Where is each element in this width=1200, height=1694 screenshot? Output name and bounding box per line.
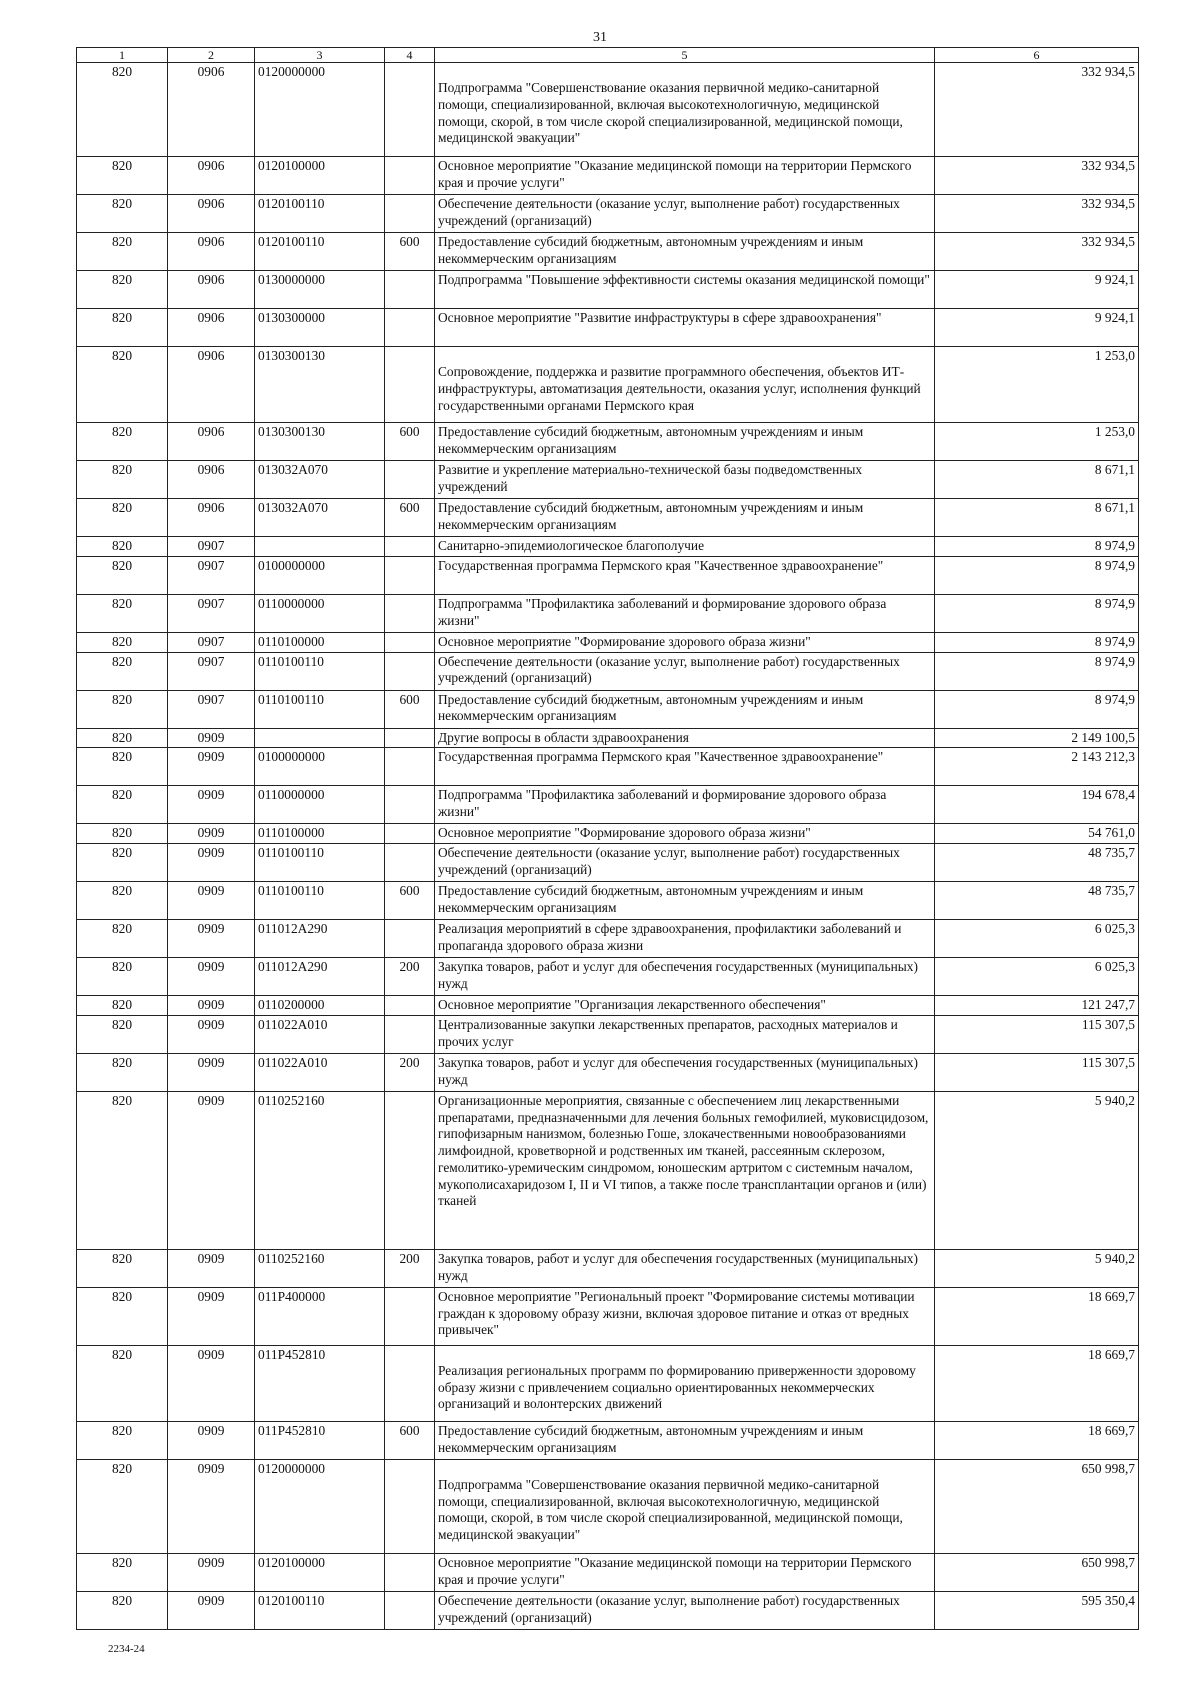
cell-expense-type-code xyxy=(385,157,435,195)
cell-description xyxy=(435,690,935,728)
description-text: Обеспечение деятельности (оказание услуг, выполнение работ) государственных учреждений (организаций) xyxy=(438,196,900,228)
cell-section-code: 0909 xyxy=(168,728,255,748)
cell-target-article-code: 0110000000 xyxy=(255,786,385,824)
cell-amount: 48 735,7 xyxy=(935,882,1139,920)
cell-section-code: 0909 xyxy=(168,1015,255,1053)
cell-section-code: 0909 xyxy=(168,1553,255,1591)
description-text: Реализация мероприятий в сфере здравоохранения, профилактики заболеваний и пропаганда здорового образа жизни xyxy=(438,921,902,953)
table-row xyxy=(77,786,1139,824)
cell-rzpr-code: 820 xyxy=(77,958,168,996)
table-row xyxy=(77,1459,1139,1553)
cell-target-article-code: 0110100000 xyxy=(255,824,385,844)
cell-target-article-code xyxy=(255,728,385,748)
cell-expense-type-code xyxy=(385,748,435,786)
cell-rzpr-code: 820 xyxy=(77,690,168,728)
description-text: Государственная программа Пермского края "Качественное здравоохранение" xyxy=(438,557,884,573)
cell-expense-type-code xyxy=(385,1287,435,1345)
table-row xyxy=(77,347,1139,423)
table-row xyxy=(77,1345,1139,1421)
cell-expense-type-code: 200 xyxy=(385,1053,435,1091)
cell-description xyxy=(435,844,935,882)
description-text: Предоставление субсидий бюджетным, автономным учреждениям и иным некоммерческим организациям xyxy=(438,424,864,456)
cell-description xyxy=(435,423,935,461)
description-text: Предоставление субсидий бюджетным, автономным учреждениям и иным некоммерческим организациям xyxy=(438,691,864,724)
description-text: Закупка товаров, работ и услуг для обеспечения государственных (муниципальных) нужд xyxy=(438,959,918,991)
cell-description xyxy=(435,786,935,824)
cell-section-code: 0909 xyxy=(168,844,255,882)
cell-rzpr-code: 820 xyxy=(77,195,168,233)
cell-expense-type-code: 600 xyxy=(385,1421,435,1459)
cell-description xyxy=(435,1459,935,1553)
cell-section-code: 0909 xyxy=(168,1421,255,1459)
cell-section-code: 0909 xyxy=(168,958,255,996)
header-col-5: 5 xyxy=(435,48,935,63)
header-col-6: 6 xyxy=(935,48,1139,63)
cell-rzpr-code: 820 xyxy=(77,594,168,632)
cell-amount: 18 669,7 xyxy=(935,1287,1139,1345)
table-row xyxy=(77,157,1139,195)
cell-rzpr-code: 820 xyxy=(77,157,168,195)
table-row xyxy=(77,537,1139,557)
table-row xyxy=(77,195,1139,233)
cell-expense-type-code: 200 xyxy=(385,958,435,996)
table-body xyxy=(77,63,1139,1630)
cell-amount: 595 350,4 xyxy=(935,1591,1139,1629)
cell-rzpr-code: 820 xyxy=(77,1287,168,1345)
page-code: 2234-24 xyxy=(108,1643,145,1655)
cell-expense-type-code xyxy=(385,347,435,423)
cell-amount: 9 924,1 xyxy=(935,271,1139,309)
cell-expense-type-code xyxy=(385,632,435,652)
cell-amount: 8 974,9 xyxy=(935,652,1139,690)
description-text: Основное мероприятие "Региональный проект "Формирование системы мотивации граждан к здоровому образу жизни, включая здоровое питание и отказ от вредных привычек" xyxy=(438,1288,915,1338)
table-row xyxy=(77,594,1139,632)
cell-amount: 332 934,5 xyxy=(935,157,1139,195)
cell-section-code: 0909 xyxy=(168,1091,255,1249)
cell-target-article-code: 0120100110 xyxy=(255,195,385,233)
cell-rzpr-code: 820 xyxy=(77,652,168,690)
cell-section-code: 0907 xyxy=(168,594,255,632)
description-text: Предоставление субсидий бюджетным, автономным учреждениям и иным некоммерческим организациям xyxy=(438,234,864,266)
cell-amount: 8 974,9 xyxy=(935,690,1139,728)
cell-description xyxy=(435,461,935,499)
cell-target-article-code: 0120000000 xyxy=(255,1459,385,1553)
cell-section-code: 0906 xyxy=(168,271,255,309)
table-row xyxy=(77,690,1139,728)
table-row xyxy=(77,1053,1139,1091)
cell-target-article-code: 0120100000 xyxy=(255,1553,385,1591)
cell-amount: 5 940,2 xyxy=(935,1091,1139,1249)
cell-description xyxy=(435,594,935,632)
table-row xyxy=(77,844,1139,882)
cell-rzpr-code: 820 xyxy=(77,1459,168,1553)
cell-section-code: 0909 xyxy=(168,996,255,1016)
cell-rzpr-code: 820 xyxy=(77,1053,168,1091)
header-col-2: 2 xyxy=(168,48,255,63)
cell-target-article-code: 0120100110 xyxy=(255,233,385,271)
cell-section-code: 0907 xyxy=(168,537,255,557)
cell-expense-type-code xyxy=(385,1553,435,1591)
cell-rzpr-code: 820 xyxy=(77,1249,168,1287)
cell-section-code: 0906 xyxy=(168,423,255,461)
table-row xyxy=(77,423,1139,461)
cell-expense-type-code xyxy=(385,537,435,557)
cell-target-article-code: 0120100000 xyxy=(255,157,385,195)
description-text: Санитарно-эпидемиологическое благополучие xyxy=(438,538,705,553)
cell-amount: 1 253,0 xyxy=(935,347,1139,423)
table-row xyxy=(77,728,1139,748)
cell-target-article-code: 0100000000 xyxy=(255,748,385,786)
cell-expense-type-code: 600 xyxy=(385,690,435,728)
table-row xyxy=(77,1249,1139,1287)
cell-expense-type-code xyxy=(385,996,435,1016)
cell-target-article-code: 0110000000 xyxy=(255,594,385,632)
cell-section-code: 0907 xyxy=(168,556,255,594)
cell-rzpr-code: 820 xyxy=(77,632,168,652)
header-col-1: 1 xyxy=(77,48,168,63)
cell-rzpr-code: 820 xyxy=(77,920,168,958)
description-text: Предоставление субсидий бюджетным, автономным учреждениям и иным некоммерческим организациям xyxy=(438,883,864,915)
cell-target-article-code: 0110100000 xyxy=(255,632,385,652)
cell-section-code: 0907 xyxy=(168,690,255,728)
cell-section-code: 0909 xyxy=(168,1287,255,1345)
cell-amount: 332 934,5 xyxy=(935,195,1139,233)
cell-amount: 8 974,9 xyxy=(935,632,1139,652)
header-col-3: 3 xyxy=(255,48,385,63)
cell-description xyxy=(435,1053,935,1091)
cell-rzpr-code: 820 xyxy=(77,882,168,920)
cell-expense-type-code xyxy=(385,594,435,632)
cell-amount: 2 143 212,3 xyxy=(935,748,1139,786)
cell-target-article-code: 011P452810 xyxy=(255,1421,385,1459)
cell-section-code: 0906 xyxy=(168,195,255,233)
cell-rzpr-code: 820 xyxy=(77,1553,168,1591)
cell-target-article-code: 011012А290 xyxy=(255,920,385,958)
cell-amount: 8 974,9 xyxy=(935,594,1139,632)
table-row xyxy=(77,882,1139,920)
cell-rzpr-code: 820 xyxy=(77,1015,168,1053)
cell-target-article-code: 0130000000 xyxy=(255,271,385,309)
cell-target-article-code: 0110100110 xyxy=(255,690,385,728)
cell-expense-type-code xyxy=(385,271,435,309)
cell-amount: 6 025,3 xyxy=(935,920,1139,958)
cell-description xyxy=(435,1015,935,1053)
cell-target-article-code: 0110252160 xyxy=(255,1091,385,1249)
description-text: Основное мероприятие "Формирование здорового образа жизни" xyxy=(438,825,811,841)
table-row xyxy=(77,920,1139,958)
cell-amount: 8 671,1 xyxy=(935,499,1139,537)
cell-rzpr-code: 820 xyxy=(77,423,168,461)
cell-description xyxy=(435,920,935,958)
table-row xyxy=(77,1553,1139,1591)
cell-target-article-code: 0110100110 xyxy=(255,844,385,882)
cell-target-article-code: 011022А010 xyxy=(255,1053,385,1091)
table-row xyxy=(77,748,1139,786)
cell-section-code: 0909 xyxy=(168,920,255,958)
cell-rzpr-code: 820 xyxy=(77,748,168,786)
cell-rzpr-code: 820 xyxy=(77,537,168,557)
cell-rzpr-code: 820 xyxy=(77,996,168,1016)
description-text: Подпрограмма "Повышение эффективности системы оказания медицинской помощи" xyxy=(438,272,930,287)
cell-rzpr-code: 820 xyxy=(77,1591,168,1629)
cell-amount: 9 924,1 xyxy=(935,309,1139,347)
cell-amount: 2 149 100,5 xyxy=(935,728,1139,748)
cell-description xyxy=(435,271,935,309)
description-text: Государственная программа Пермского края "Качественное здравоохранение" xyxy=(438,749,884,765)
cell-section-code: 0906 xyxy=(168,499,255,537)
cell-expense-type-code xyxy=(385,556,435,594)
cell-amount: 332 934,5 xyxy=(935,233,1139,271)
cell-description xyxy=(435,728,935,748)
description-text: Подпрограмма "Профилактика заболеваний и формирование здорового образа жизни" xyxy=(438,787,887,819)
cell-expense-type-code: 600 xyxy=(385,882,435,920)
cell-description xyxy=(435,1249,935,1287)
description-text: Сопровождение, поддержка и развитие программного обеспечения, объектов ИТ-инфраструктуры, автоматизация деятельности, оказания услуг, исполнения функций государственными органами Пермского края xyxy=(438,364,921,413)
cell-rzpr-code: 820 xyxy=(77,728,168,748)
table-row xyxy=(77,461,1139,499)
cell-expense-type-code xyxy=(385,1345,435,1421)
cell-rzpr-code: 820 xyxy=(77,1345,168,1421)
cell-target-article-code: 0110100110 xyxy=(255,882,385,920)
cell-description xyxy=(435,632,935,652)
cell-rzpr-code: 820 xyxy=(77,556,168,594)
cell-description xyxy=(435,748,935,786)
cell-amount: 8 974,9 xyxy=(935,556,1139,594)
cell-section-code: 0907 xyxy=(168,632,255,652)
cell-description xyxy=(435,195,935,233)
cell-description xyxy=(435,824,935,844)
description-text: Развитие и укрепление материально-технической базы подведомственных учреждений xyxy=(438,462,863,494)
cell-description xyxy=(435,499,935,537)
header-row xyxy=(77,48,1139,63)
cell-target-article-code: 0130300000 xyxy=(255,309,385,347)
cell-target-article-code: 011012А290 xyxy=(255,958,385,996)
cell-amount: 18 669,7 xyxy=(935,1421,1139,1459)
description-text: Основное мероприятие "Формирование здорового образа жизни" xyxy=(438,633,811,649)
cell-section-code: 0906 xyxy=(168,233,255,271)
description-text: Подпрограмма "Совершенствование оказания первичной медико-санитарной помощи, специализированной, включая высокотехнологичную, медицинской помощи, скорой, в том числе скорой специализированной, медицинской помощи, медицинской эвакуации" xyxy=(438,80,903,146)
cell-amount: 1 253,0 xyxy=(935,423,1139,461)
description-text: Подпрограмма "Профилактика заболеваний и формирование здорового образа жизни" xyxy=(438,595,887,628)
cell-expense-type-code xyxy=(385,920,435,958)
cell-description xyxy=(435,1345,935,1421)
table-row xyxy=(77,556,1139,594)
table-row xyxy=(77,1015,1139,1053)
cell-target-article-code: 0100000000 xyxy=(255,556,385,594)
cell-target-article-code: 011022А010 xyxy=(255,1015,385,1053)
description-text: Обеспечение деятельности (оказание услуг, выполнение работ) государственных учреждений (организаций) xyxy=(438,845,900,877)
cell-rzpr-code: 820 xyxy=(77,1091,168,1249)
table-row xyxy=(77,309,1139,347)
cell-section-code: 0909 xyxy=(168,824,255,844)
description-text: Централизованные закупки лекарственных препаратов, расходных материалов и прочих услуг xyxy=(438,1016,898,1049)
cell-section-code: 0909 xyxy=(168,1591,255,1629)
cell-amount: 54 761,0 xyxy=(935,824,1139,844)
cell-expense-type-code xyxy=(385,1091,435,1249)
description-text: Подпрограмма "Совершенствование оказания первичной медико-санитарной помощи, специализированной, включая высокотехнологичную, медицинской помощи, скорой, в том числе скорой специализированной, медицинской помощи, медицинской эвакуации" xyxy=(438,1476,903,1542)
cell-section-code: 0907 xyxy=(168,652,255,690)
cell-target-article-code: 013032А070 xyxy=(255,499,385,537)
table-row xyxy=(77,233,1139,271)
cell-expense-type-code xyxy=(385,63,435,157)
table-row xyxy=(77,63,1139,157)
cell-expense-type-code xyxy=(385,844,435,882)
cell-expense-type-code: 600 xyxy=(385,233,435,271)
table-row xyxy=(77,996,1139,1016)
description-text: Основное мероприятие "Организация лекарственного обеспечения" xyxy=(438,997,826,1012)
cell-section-code: 0909 xyxy=(168,882,255,920)
cell-expense-type-code xyxy=(385,461,435,499)
cell-target-article-code: 0120000000 xyxy=(255,63,385,157)
cell-amount: 115 307,5 xyxy=(935,1015,1139,1053)
cell-expense-type-code xyxy=(385,1459,435,1553)
cell-rzpr-code: 820 xyxy=(77,499,168,537)
cell-description xyxy=(435,882,935,920)
cell-rzpr-code: 820 xyxy=(77,271,168,309)
cell-rzpr-code: 820 xyxy=(77,844,168,882)
cell-section-code: 0909 xyxy=(168,1249,255,1287)
table-row xyxy=(77,1287,1139,1345)
cell-rzpr-code: 820 xyxy=(77,347,168,423)
cell-expense-type-code xyxy=(385,824,435,844)
cell-description xyxy=(435,1091,935,1249)
table-row xyxy=(77,1591,1139,1629)
cell-description xyxy=(435,157,935,195)
cell-rzpr-code: 820 xyxy=(77,786,168,824)
cell-expense-type-code: 600 xyxy=(385,499,435,537)
cell-section-code: 0909 xyxy=(168,1459,255,1553)
cell-target-article-code: 0110200000 xyxy=(255,996,385,1016)
cell-amount: 115 307,5 xyxy=(935,1053,1139,1091)
cell-expense-type-code xyxy=(385,1015,435,1053)
cell-section-code: 0909 xyxy=(168,1345,255,1421)
cell-expense-type-code: 200 xyxy=(385,1249,435,1287)
cell-expense-type-code xyxy=(385,1591,435,1629)
cell-expense-type-code xyxy=(385,786,435,824)
cell-section-code: 0906 xyxy=(168,461,255,499)
cell-description xyxy=(435,958,935,996)
cell-description xyxy=(435,652,935,690)
cell-target-article-code: 011P452810 xyxy=(255,1345,385,1421)
cell-section-code: 0906 xyxy=(168,309,255,347)
cell-rzpr-code: 820 xyxy=(77,824,168,844)
cell-description xyxy=(435,1421,935,1459)
cell-expense-type-code xyxy=(385,195,435,233)
description-text: Другие вопросы в области здравоохранения xyxy=(438,729,689,745)
cell-section-code: 0906 xyxy=(168,63,255,157)
cell-description xyxy=(435,1553,935,1591)
cell-amount: 6 025,3 xyxy=(935,958,1139,996)
cell-description xyxy=(435,996,935,1016)
cell-rzpr-code: 820 xyxy=(77,461,168,499)
cell-target-article-code: 011P400000 xyxy=(255,1287,385,1345)
cell-amount: 332 934,5 xyxy=(935,63,1139,157)
cell-amount: 8 671,1 xyxy=(935,461,1139,499)
table-row xyxy=(77,499,1139,537)
description-text: Основное мероприятие "Оказание медицинской помощи на территории Пермского края и прочие услуги" xyxy=(438,1554,912,1587)
cell-target-article-code xyxy=(255,537,385,557)
cell-target-article-code: 0110100110 xyxy=(255,652,385,690)
cell-description xyxy=(435,309,935,347)
cell-description xyxy=(435,537,935,557)
description-text: Предоставление субсидий бюджетным, автономным учреждениям и иным некоммерческим организациям xyxy=(438,1422,864,1455)
description-text: Реализация региональных программ по формированию приверженности здоровому образу жизни с привлечением социально ориентированных некоммерческих организаций и волонтерских движений xyxy=(438,1362,916,1412)
cell-section-code: 0909 xyxy=(168,748,255,786)
table-row xyxy=(77,652,1139,690)
cell-amount: 18 669,7 xyxy=(935,1345,1139,1421)
cell-expense-type-code: 600 xyxy=(385,423,435,461)
description-text: Организационные мероприятия, связанные с обеспечением лиц лекарственными препаратами, предназначенными для лечения больных гемофилией, муковисцидозом, гипофизарным нанизмом, болезнью Гоше, злокачественными новообразованиями лимфоидной, кроветворной и родственных им тканей, рассеянным склерозом, гемолитико-уремическим синдромом, юношеским артритом с системным началом, мукополисахаридозом I, II и VI типов, а также после трансплантации органов и (или) тканей xyxy=(438,1092,929,1209)
cell-target-article-code: 0130300130 xyxy=(255,423,385,461)
cell-amount: 48 735,7 xyxy=(935,844,1139,882)
description-text: Основное мероприятие "Оказание медицинской помощи на территории Пермского края и прочие услуги" xyxy=(438,158,912,190)
cell-target-article-code: 0120100110 xyxy=(255,1591,385,1629)
cell-rzpr-code: 820 xyxy=(77,1421,168,1459)
cell-section-code: 0909 xyxy=(168,786,255,824)
cell-description xyxy=(435,233,935,271)
budget-table xyxy=(76,47,1139,1630)
cell-amount: 650 998,7 xyxy=(935,1553,1139,1591)
cell-amount: 8 974,9 xyxy=(935,537,1139,557)
cell-rzpr-code: 820 xyxy=(77,309,168,347)
description-text: Основное мероприятие "Развитие инфраструктуры в сфере здравоохранения" xyxy=(438,310,882,325)
cell-expense-type-code xyxy=(385,652,435,690)
cell-target-article-code: 0130300130 xyxy=(255,347,385,423)
description-text: Обеспечение деятельности (оказание услуг, выполнение работ) государственных учреждений (организаций) xyxy=(438,1592,900,1625)
table-row xyxy=(77,1421,1139,1459)
cell-expense-type-code xyxy=(385,309,435,347)
cell-rzpr-code: 820 xyxy=(77,63,168,157)
header-col-4: 4 xyxy=(385,48,435,63)
cell-target-article-code: 013032А070 xyxy=(255,461,385,499)
table-row xyxy=(77,632,1139,652)
page-number: 31 xyxy=(593,30,607,45)
cell-rzpr-code: 820 xyxy=(77,233,168,271)
description-text: Закупка товаров, работ и услуг для обеспечения государственных (муниципальных) нужд xyxy=(438,1250,918,1283)
cell-amount: 194 678,4 xyxy=(935,786,1139,824)
table-row xyxy=(77,271,1139,309)
cell-description xyxy=(435,556,935,594)
cell-description xyxy=(435,1287,935,1345)
cell-section-code: 0909 xyxy=(168,1053,255,1091)
cell-amount: 5 940,2 xyxy=(935,1249,1139,1287)
cell-target-article-code: 0110252160 xyxy=(255,1249,385,1287)
description-text: Предоставление субсидий бюджетным, автономным учреждениям и иным некоммерческим организациям xyxy=(438,500,864,532)
cell-description xyxy=(435,347,935,423)
cell-section-code: 0906 xyxy=(168,157,255,195)
cell-description xyxy=(435,1591,935,1629)
cell-section-code: 0906 xyxy=(168,347,255,423)
description-text: Обеспечение деятельности (оказание услуг, выполнение работ) государственных учреждений (организаций) xyxy=(438,653,900,686)
cell-amount: 650 998,7 xyxy=(935,1459,1139,1553)
table-row xyxy=(77,958,1139,996)
table-row xyxy=(77,1091,1139,1249)
description-text: Закупка товаров, работ и услуг для обеспечения государственных (муниципальных) нужд xyxy=(438,1054,918,1087)
cell-description xyxy=(435,63,935,157)
table-row xyxy=(77,824,1139,844)
cell-amount: 121 247,7 xyxy=(935,996,1139,1016)
cell-expense-type-code xyxy=(385,728,435,748)
